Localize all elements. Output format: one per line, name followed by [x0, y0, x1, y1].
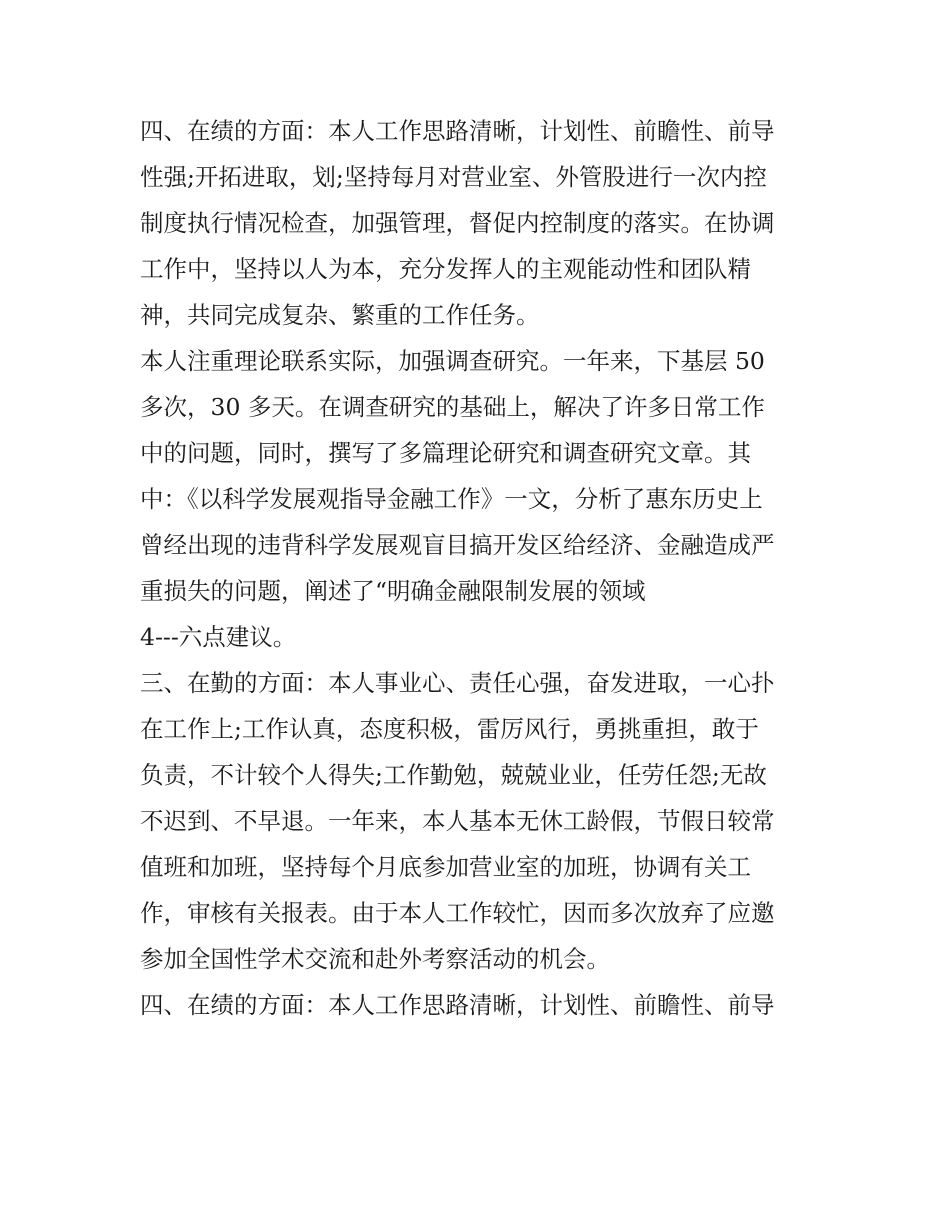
- text-line: 不迟到、不早退。一年来，本人基本无休工龄假，节假日较常: [140, 807, 775, 835]
- text-line: 负责，不计较个人得失;工作勤勉，兢兢业业，任劳任怨;无故: [140, 761, 767, 789]
- text-line: 中：《以科学发展观指导金融工作》一文，分析了惠东历史上: [140, 485, 763, 513]
- text-line: 四、在绩的方面：本人工作思路清晰，计划性、前瞻性、前导: [140, 117, 775, 145]
- text-line: 制度执行情况检查，加强管理，督促内控制度的落实。在协调: [140, 209, 775, 237]
- text-line: 四、在绩的方面：本人工作思路清晰，计划性、前瞻性、前导: [140, 991, 775, 1019]
- text-line: 神，共同完成复杂、繁重的工作任务。: [140, 301, 540, 329]
- text-line: 中的问题，同时，撰写了多篇理论研究和调查研究文章。其: [140, 439, 751, 467]
- text-line: 重损失的问题，阐述了“明确金融限制发展的领域: [140, 577, 646, 605]
- text-line: 曾经出现的违背科学发展观盲目搞开发区给经济、金融造成严: [140, 531, 775, 559]
- text-line: 本人注重理论联系实际，加强调查研究。一年来，下基层 50: [140, 347, 765, 375]
- text-line: 性强;开拓进取，划;坚持每月对营业室、外管股进行一次内控: [140, 163, 767, 191]
- text-line: 值班和加班，坚持每个月底参加营业室的加班，协调有关工: [140, 853, 751, 881]
- document-body: [140, 108, 816, 1028]
- text-line: 多次，30 多天。在调查研究的基础上，解决了许多日常工作: [140, 393, 765, 421]
- text-line: 参加全国性学术交流和赴外考察活动的机会。: [140, 945, 610, 973]
- text-line: 4---六点建议。: [140, 623, 297, 651]
- text-line: 作，审核有关报表。由于本人工作较忙，因而多次放弃了应邀: [140, 899, 775, 927]
- text-line: 工作中，坚持以人为本，充分发挥人的主观能动性和团队精: [140, 255, 751, 283]
- text-line: 三、在勤的方面：本人事业心、责任心强，奋发进取，一心扑: [140, 669, 775, 697]
- text-line: 在工作上;工作认真，态度积极，雷厉风行，勇挑重担，敢于: [140, 715, 759, 743]
